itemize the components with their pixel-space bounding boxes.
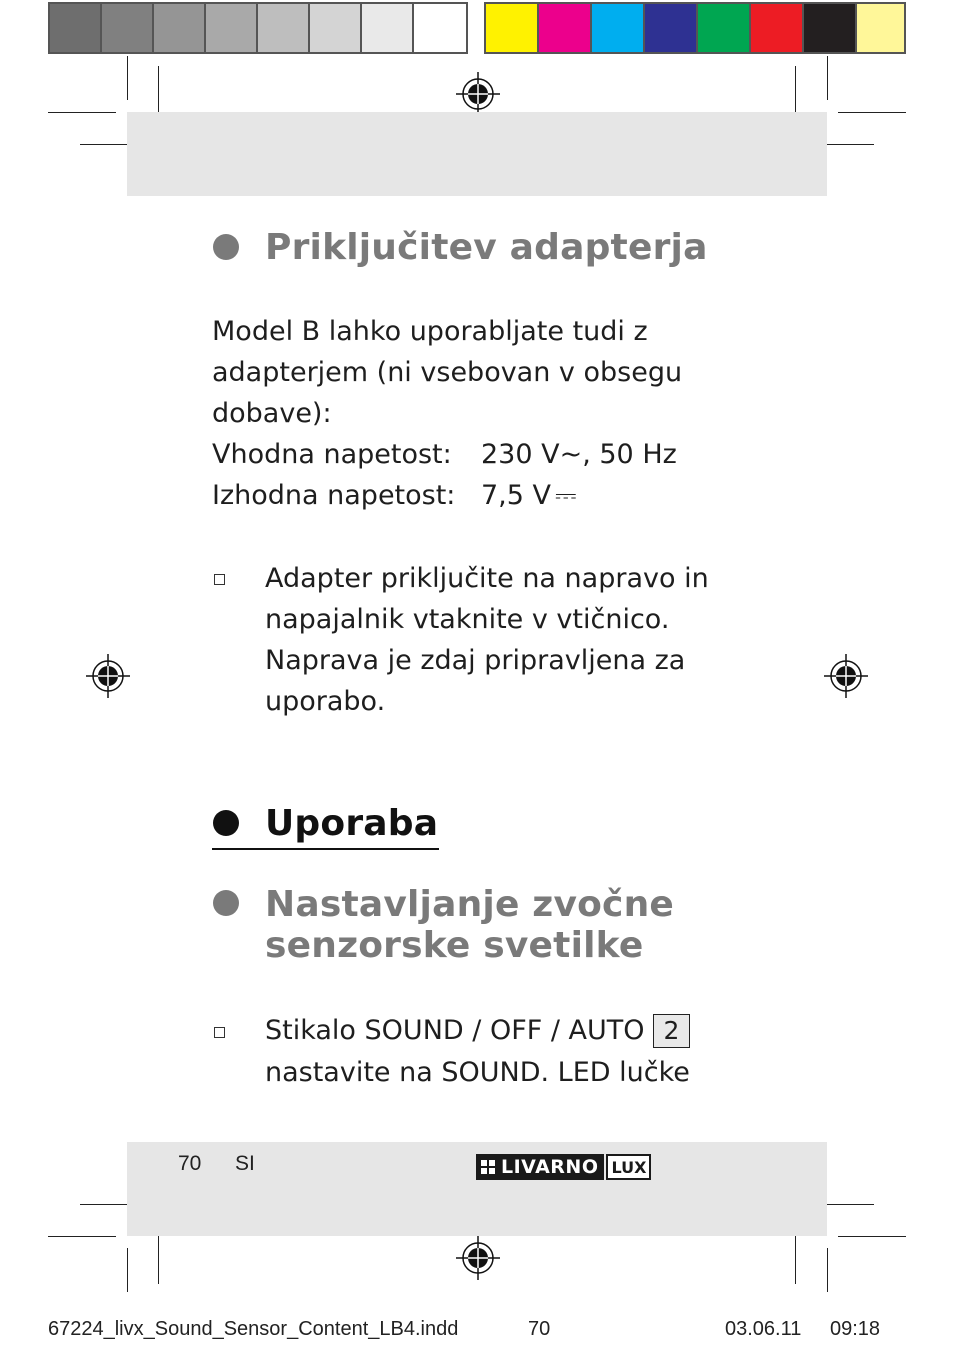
step-line: Naprava je zdaj pripravljena za: [265, 645, 686, 676]
spec-value: 230 V~, 50 Hz: [481, 439, 677, 470]
color-swatch: [592, 4, 645, 52]
crop-mark: [127, 1248, 128, 1292]
color-swatch: [539, 4, 592, 52]
spec-value-text: 7,5 V: [481, 480, 551, 511]
logo-sub: LUX: [606, 1154, 651, 1180]
livarno-lux-logo: [476, 1154, 651, 1180]
color-swatch: [486, 4, 539, 52]
language-code: SI: [235, 1152, 255, 1175]
intro-line: dobave):: [212, 398, 332, 429]
step-line: nastavite na SOUND. LED lučke: [265, 1057, 690, 1088]
step-line: [265, 1010, 690, 1051]
registration-mark-icon: [824, 654, 868, 698]
heading-bullet: [213, 234, 239, 260]
registration-mark-icon: [86, 654, 130, 698]
section-title-setting: senzorske svetilke: [265, 925, 644, 966]
crop-mark: [158, 1228, 159, 1284]
slug-time: 09:18: [830, 1318, 881, 1340]
crop-mark: [827, 1248, 828, 1292]
step-line: napajalnik vtaknite v vtičnico.: [265, 604, 670, 635]
header-band: [127, 112, 827, 196]
grey-swatch: [258, 4, 310, 52]
color-bar: [484, 2, 906, 54]
page-number: 70: [178, 1152, 202, 1175]
crop-mark: [838, 112, 906, 113]
spec-label: Vhodna napetost:: [212, 439, 452, 470]
logo-main: [476, 1154, 604, 1180]
section-title-setting: Nastavljanje zvočne: [265, 884, 675, 925]
step-text: Stikalo SOUND / OFF / AUTO: [265, 1015, 645, 1046]
heading-bullet: [213, 810, 239, 836]
heading-bullet: [213, 890, 239, 916]
grey-swatch: [414, 4, 466, 52]
spec-label: Izhodna napetost:: [212, 480, 456, 511]
step-line: Adapter priključite na napravo in: [265, 563, 709, 594]
color-swatch: [804, 4, 857, 52]
color-swatch: [857, 4, 904, 52]
registration-mark-icon: [456, 1236, 500, 1280]
section-title-usage: Uporaba: [265, 803, 439, 844]
color-swatch: [751, 4, 804, 52]
grey-swatch: [206, 4, 258, 52]
color-swatch: [645, 4, 698, 52]
slug-filename: 67224_livx_Sound_Sensor_Content_LB4.indd: [48, 1318, 459, 1340]
grey-swatch: [362, 4, 414, 52]
dc-symbol-icon: ⎓: [555, 480, 577, 511]
spec-value: [481, 475, 577, 516]
slug-page: 70: [528, 1318, 551, 1340]
checkbox-icon: [214, 574, 225, 585]
grey-swatch: [50, 4, 102, 52]
intro-line: adapterjem (ni vsebovan v obsegu: [212, 357, 683, 388]
step-line: uporabo.: [265, 686, 386, 717]
logo-text: LIVARNO: [501, 1156, 599, 1178]
color-swatch: [698, 4, 751, 52]
section-title-adapter: Priključitev adapterja: [265, 227, 708, 268]
crop-mark: [838, 1236, 906, 1237]
heading-underline: [212, 848, 439, 850]
grey-scale-bar: [48, 2, 468, 54]
slug-date: 03.06.11: [725, 1318, 802, 1340]
crop-mark: [48, 1236, 116, 1237]
registration-mark-icon: [456, 72, 500, 116]
crop-mark: [795, 1228, 796, 1284]
crop-mark: [827, 56, 828, 100]
crop-mark: [48, 112, 116, 113]
grey-swatch: [154, 4, 206, 52]
grey-swatch: [102, 4, 154, 52]
intro-line: Model B lahko uporabljate tudi z: [212, 316, 648, 347]
checkbox-icon: [214, 1027, 225, 1038]
logo-squares-icon: [481, 1160, 495, 1174]
grey-swatch: [310, 4, 362, 52]
reference-number-box: 2: [653, 1014, 691, 1048]
crop-mark: [127, 56, 128, 100]
